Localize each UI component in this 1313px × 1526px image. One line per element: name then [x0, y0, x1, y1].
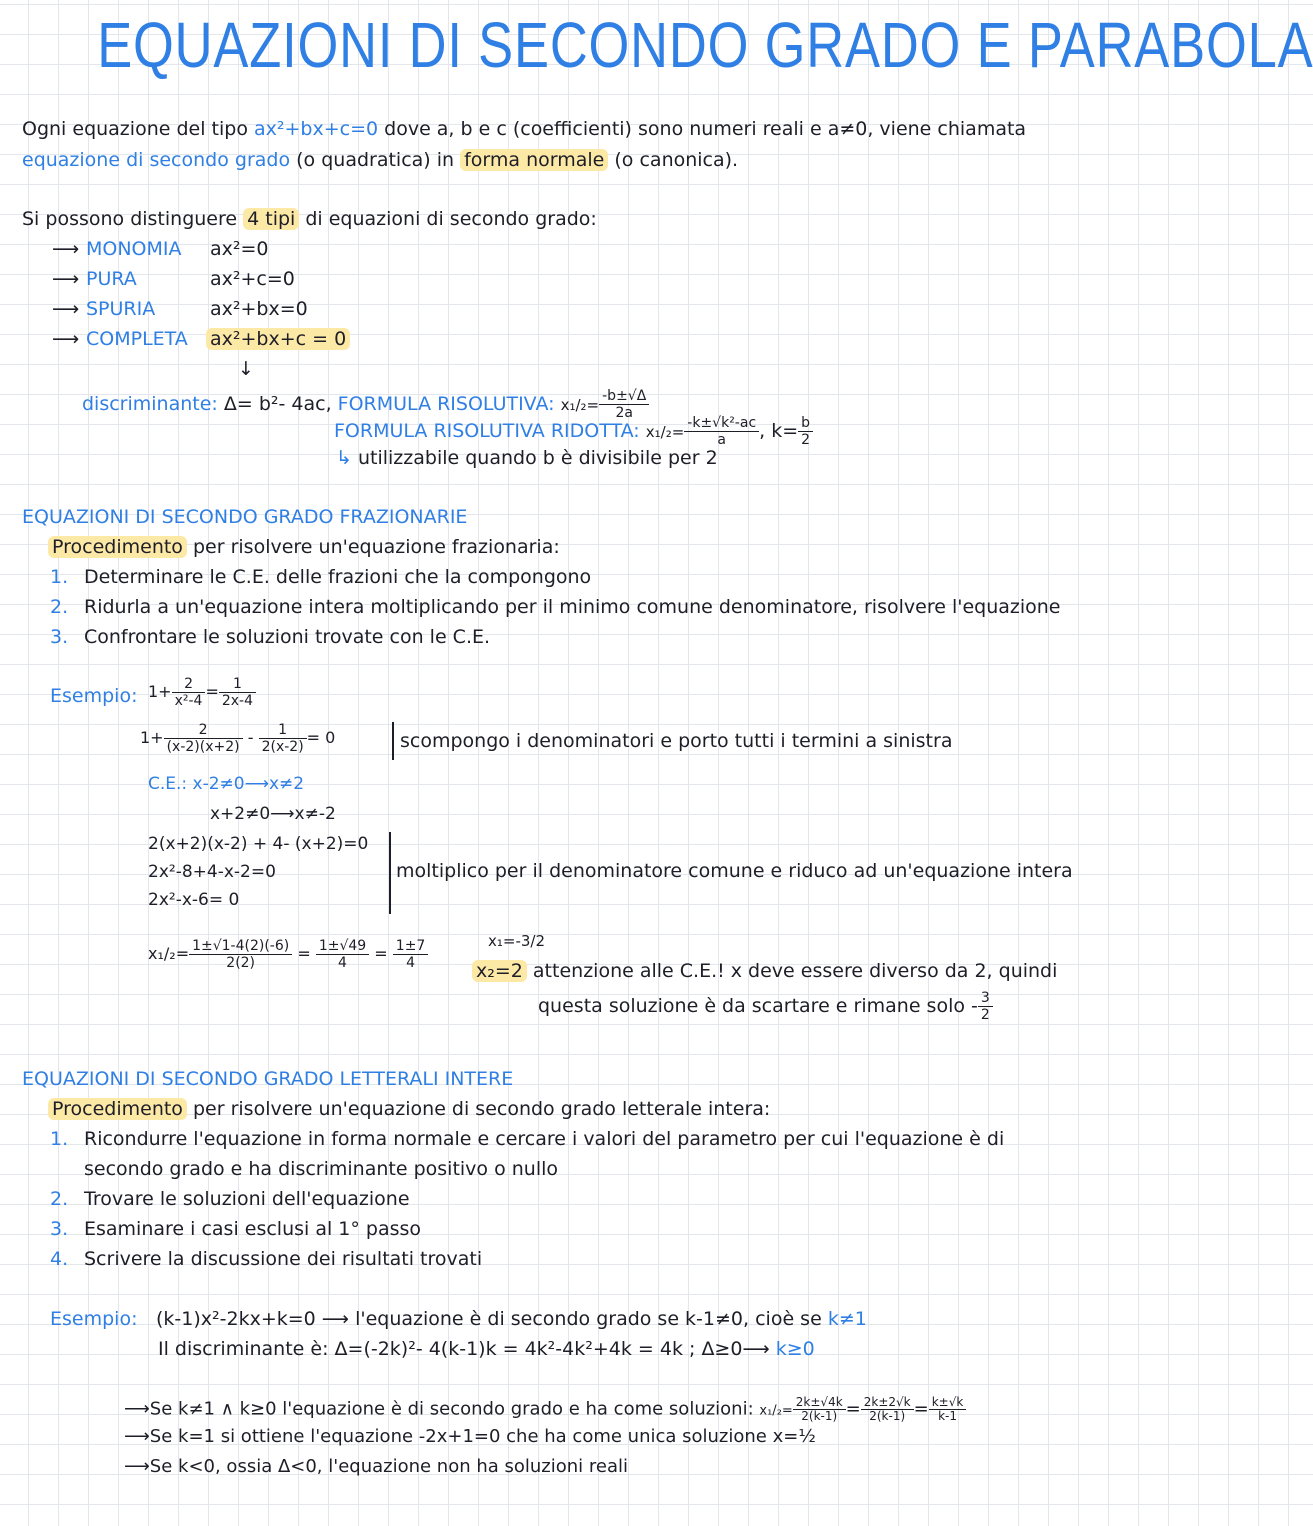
type-item [52, 268, 295, 290]
list-item: 3. Esaminare i casi esclusi al 1° passo [50, 1218, 422, 1240]
case-line: ⟶Se k=1 si ottiene l'equazione -2x+1=0 che ha come unica soluzione x=½ [124, 1426, 816, 1447]
arrow-icon: ⟶ [52, 268, 80, 290]
types-lead: Si possono distinguere 4 tipi di equazioni di secondo grado: [22, 208, 597, 230]
list-item: 3. Confrontare le soluzioni trovate con le C.E. [50, 626, 491, 648]
general-formula: ax²+bx+c=0 [253, 118, 379, 140]
page-title: EQUAZIONI DI SECONDO GRADO E PARABOLA [97, 9, 1313, 81]
divider [392, 722, 394, 760]
type-item [52, 298, 308, 320]
discriminant-label: discriminante: [82, 393, 224, 415]
type-equation: ax²+bx+c = 0 [206, 328, 350, 350]
intro-text: (o quadratica) in [290, 149, 461, 171]
existence-condition: x+2≠0⟶x≠-2 [210, 804, 336, 824]
type-item [52, 238, 269, 260]
list-item: 4. Scrivere la discussione dei risultati trovati [50, 1248, 483, 1270]
case-line: ⟶Se k≠1 ∧ k≥0 l'equazione è di secondo grado e ha come soluzioni: x₁/₂= $\frac{2k\pm√4k}{2(k-1)}$ = $\frac{2k\pm 2√k}{2(k-1)}$ = $\frac{k\pm√k}{k-1}$ [124, 1396, 966, 1423]
type-equation: ax²+bx=0 [210, 298, 308, 320]
calculation-line: 2x²-8+4-x-2=0 [148, 862, 276, 882]
solution-x1: x₁=-3/2 [488, 932, 546, 950]
highlight-term: x₂=2 [472, 960, 527, 982]
type-name: COMPLETA [86, 328, 188, 350]
procedure-line: Procedimento per risolvere un'equazione di secondo grado letterale intera: [48, 1098, 770, 1120]
type-equation: ax²+c=0 [210, 268, 295, 290]
reduced-formula-line: FORMULA RISOLUTIVA RIDOTTA: x₁/₂= $\frac{\text{-k±√k²-ac}}{a}$ , k= $\frac{b}{2}$ [334, 415, 813, 448]
highlight-term: Procedimento [48, 536, 187, 558]
list-item: 1. Determinare le C.E. delle frazioni che la compongono [50, 566, 592, 588]
case-line: ⟶Se k<0, ossia Δ<0, l'equazione non ha soluzioni reali [124, 1456, 629, 1477]
existence-condition: C.E.: x-2≠0⟶x≠2 [148, 774, 305, 794]
calculation-line: 2(x+2)(x-2) + 4- (x+2)=0 [148, 834, 369, 854]
highlight-term: 4 tipi [243, 208, 299, 230]
example-line-2: Il discriminante è: Δ=(-2k)²- 4(k-1)k = 4k²-4k²+4k = 4k ; Δ≥0⟶ k≥0 [158, 1338, 815, 1360]
list-item: 2. Ridurla a un'equazione intera moltiplicando per il minimo comune denominatore, risolvere l'equazione [50, 596, 1061, 618]
down-arrow-icon: ↓ [238, 358, 254, 380]
list-item: 2. Trovare le soluzioni dell'equazione [50, 1188, 410, 1210]
formula-label: FORMULA RISOLUTIVA RIDOTTA: [334, 420, 640, 442]
example-label: Esempio: [50, 1308, 138, 1330]
arrow-icon: ⟶ [52, 298, 80, 320]
intro-line-1 [22, 118, 1026, 140]
example-equation-2: 1+ $\frac{2}{(x-2)(x+2)}$ - $\frac{1}{2(x-2)}$ = 0 [140, 722, 336, 755]
reduced-formula-note: ↳ utilizzabile quando b è divisibile per 2 [336, 447, 718, 469]
example-note: moltiplico per il denominatore comune e riduco ad un'equazione intera [396, 860, 1073, 882]
k-fraction: $\frac{b}{2}$ [798, 415, 813, 448]
formula-label: FORMULA RISOLUTIVA: [331, 393, 555, 415]
example-label: Esempio: [50, 685, 138, 707]
return-arrow-icon: ↳ [336, 447, 352, 469]
definition-term: equazione di secondo grado [22, 149, 291, 171]
type-equation: ax²=0 [210, 238, 269, 260]
example-note: scompongo i denominatori e porto tutti i termini a sinistra [400, 730, 953, 752]
intro-text: Ogni equazione del tipo [22, 118, 254, 140]
reduced-formula-fraction: $\frac{\text{-k±√k²-ac}}{a}$ [684, 415, 759, 448]
solving-formula-fraction: $\frac{-b\pm√\Delta}{2a}$ [599, 388, 649, 421]
type-name: SPURIA [86, 298, 156, 320]
highlight-term: forma normale [460, 149, 608, 171]
calculation-line: 2x²-x-6= 0 [148, 890, 240, 910]
section-heading: EQUAZIONI DI SECONDO GRADO LETTERALI INTERE [22, 1068, 514, 1090]
formula-x: x₁/₂= [560, 396, 600, 414]
arrow-icon: ⟶ [52, 328, 80, 350]
list-item: secondo grado e ha discriminante positivo o nullo [84, 1158, 559, 1180]
type-name: MONOMIA [86, 238, 182, 260]
example-equation-1: 1+ $\frac{2}{\text{x²-4}}$ = $\frac{1}{2x-4}$ [148, 676, 256, 709]
highlight-term: Procedimento [48, 1098, 187, 1120]
solution-x2-line: x₂=2 attenzione alle C.E.! x deve essere diverso da 2, quindi [472, 960, 1057, 982]
solution-formula: x₁/₂= $\frac{1\pm√1-4(2)(-6)}{2(2)}$ = $\frac{1\pm√49}{4}$ = $\frac{1\pm 7}{4}$ [148, 938, 428, 971]
list-item: 1. Ricondurre l'equazione in forma normale e cercare i valori del parametro per cui l'equazione è di [50, 1128, 1005, 1150]
procedure-line: Procedimento per risolvere un'equazione frazionaria: [48, 536, 560, 558]
intro-line-2 [22, 149, 738, 171]
example-line-1: (k-1)x²-2kx+k=0 ⟶ l'equazione è di secondo grado se k-1≠0, cioè se k≠1 [156, 1308, 867, 1330]
intro-text: (o canonica). [608, 149, 739, 171]
discriminant-formula: Δ= b²- 4ac, [223, 393, 332, 415]
type-name: PURA [86, 268, 137, 290]
divider [389, 832, 391, 914]
intro-text: dove a, b e c (coefficienti) sono numeri reali e a≠0, viene chiamata [378, 118, 1027, 140]
formula-x: x₁/₂= [645, 423, 685, 441]
section-heading: EQUAZIONI DI SECONDO GRADO FRAZIONARIE [22, 506, 468, 528]
solution-note: questa soluzione è da scartare e rimane solo - $\frac{3}{2}$ [538, 990, 993, 1023]
arrow-icon: ⟶ [52, 238, 80, 260]
type-item [52, 328, 350, 350]
